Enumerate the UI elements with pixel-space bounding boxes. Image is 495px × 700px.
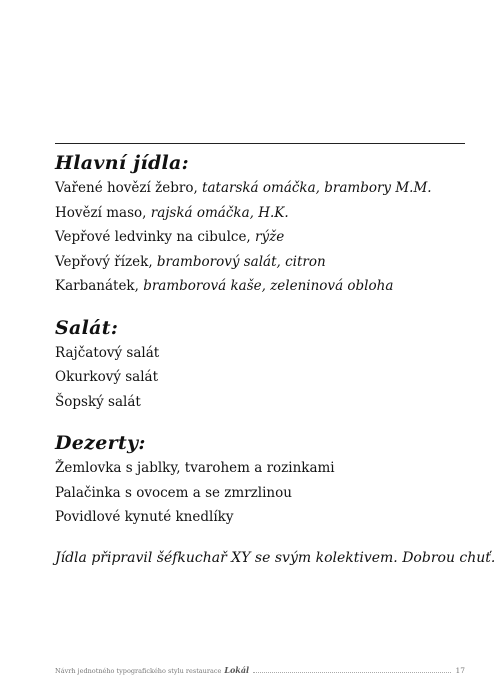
item-side: bramborový salát, citron bbox=[156, 253, 326, 270]
item-main: Vepřový řízek, bbox=[55, 253, 157, 270]
top-rule bbox=[55, 143, 465, 144]
menu-item bbox=[55, 274, 475, 299]
item-side: tatarská omáčka, brambory M.M. bbox=[202, 180, 432, 196]
item-side: rajská omáčka, H.K. bbox=[150, 204, 289, 221]
section-title: Dezerty: bbox=[55, 432, 146, 454]
menu-item: Povidlové kynuté knedlíky bbox=[55, 509, 234, 525]
menu-item: Okurkový salát bbox=[55, 369, 159, 385]
item-main: Vařené hovězí žebro, bbox=[55, 180, 203, 196]
section-salads bbox=[55, 315, 475, 415]
closing-note: Jídla připravil šéfkuchař XY se svým kolektivem. Dobrou chuť. bbox=[55, 549, 495, 566]
menu-item: Palačinka s ovocem a se zmrzlinou bbox=[55, 484, 292, 501]
menu-item bbox=[55, 250, 475, 275]
page-number: 17 bbox=[455, 666, 465, 675]
menu-item: Šopský salát bbox=[55, 393, 141, 410]
section-main-dishes bbox=[55, 150, 475, 299]
item-main: Karbanátek, bbox=[55, 278, 144, 294]
section-title: Hlavní jídla: bbox=[55, 152, 189, 174]
section-desserts bbox=[55, 430, 475, 530]
footer-leader bbox=[253, 672, 451, 673]
menu-content bbox=[55, 150, 495, 584]
menu-item: Žemlovka s jablky, tvarohem a rozinkami bbox=[55, 460, 335, 476]
item-side: rýže bbox=[255, 229, 285, 245]
footer-brand: Lokál bbox=[224, 665, 250, 675]
menu-item bbox=[55, 201, 475, 226]
menu-item: Rajčatový salát bbox=[55, 344, 160, 361]
item-main: Vepřové ledvinky na cibulce, bbox=[55, 229, 256, 245]
section-title: Salát: bbox=[55, 316, 119, 339]
menu-item bbox=[55, 176, 475, 201]
item-side: bramborová kaše, zeleninová obloha bbox=[143, 278, 394, 294]
menu-item bbox=[55, 225, 475, 250]
footer-text: Návrh jednotného typografického stylu restaurace bbox=[55, 667, 222, 675]
page-footer bbox=[55, 661, 465, 675]
item-main: Hovězí maso, bbox=[55, 204, 151, 221]
